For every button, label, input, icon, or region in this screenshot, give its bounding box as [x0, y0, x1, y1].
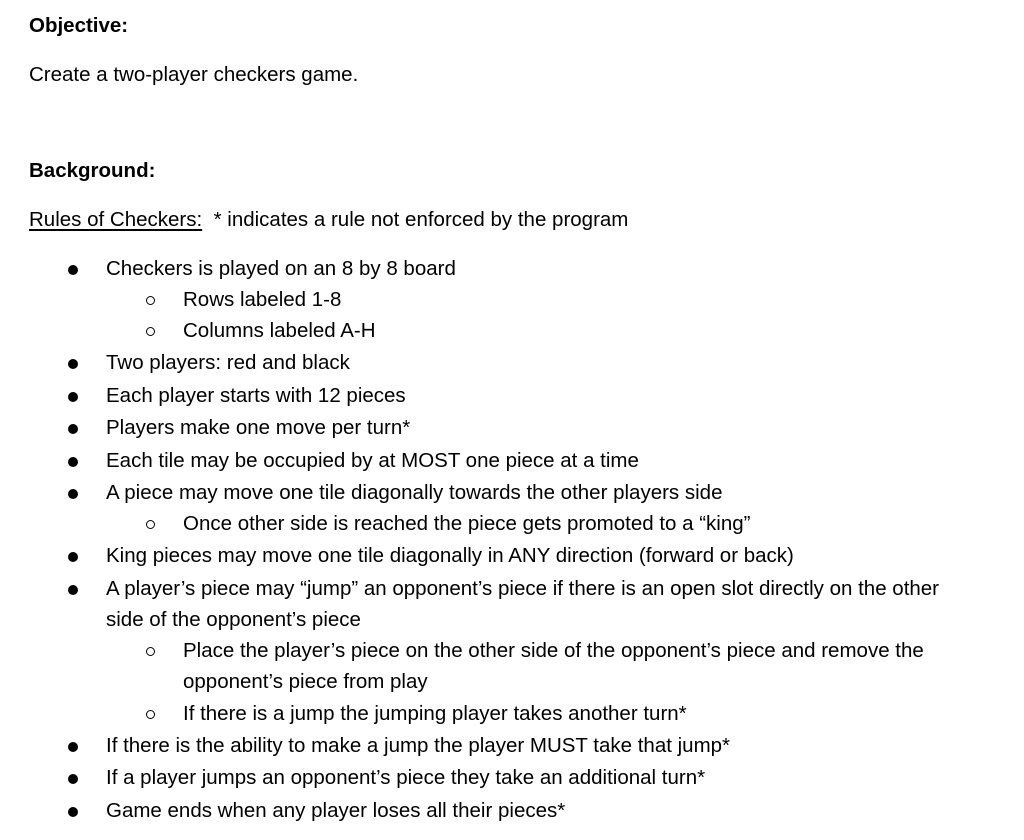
rule-item: A piece may move one tile diagonally towards the other players side [106, 481, 723, 504]
bullet-icon [68, 424, 78, 434]
rule-subitem: Once other side is reached the piece gets promoted to a “king” [183, 512, 751, 535]
rule-subitem: Columns labeled A-H [183, 319, 376, 342]
sub-bullet-icon [146, 647, 155, 656]
rule-item: Two players: red and black [106, 351, 350, 374]
rule-item: Players make one move per turn* [106, 416, 411, 439]
background-heading: Background: [29, 159, 156, 182]
rules-note: * indicates a rule not enforced by the program [213, 208, 629, 231]
rule-item: Each player starts with 12 pieces [106, 384, 406, 407]
rule-item-continuation: side of the opponent’s piece [106, 608, 361, 631]
rule-item: If a player jumps an opponent’s piece they take an additional turn* [106, 766, 706, 789]
sub-bullet-icon [146, 327, 155, 336]
sub-bullet-icon [146, 520, 155, 529]
rules-header [29, 208, 628, 232]
rule-subitem: If there is a jump the jumping player takes another turn* [183, 702, 687, 725]
rule-subitem-continuation: opponent’s piece from play [183, 670, 428, 693]
bullet-icon [68, 392, 78, 402]
bullet-icon [68, 552, 78, 562]
bullet-icon [68, 585, 78, 595]
rules-title: Rules of Checkers: [29, 208, 203, 231]
rule-subitem: Rows labeled 1-8 [183, 288, 342, 311]
rule-subitem: Place the player’s piece on the other side of the opponent’s piece and remove the [183, 639, 924, 662]
sub-bullet-icon [146, 710, 155, 719]
rule-item: A player’s piece may “jump” an opponent’s piece if there is an open slot directly on the other [106, 577, 940, 600]
objective-heading: Objective: [29, 14, 129, 37]
rule-item: Game ends when any player loses all their pieces* [106, 799, 566, 822]
bullet-icon [68, 457, 78, 467]
rule-item: If there is the ability to make a jump the player MUST take that jump* [106, 734, 731, 757]
bullet-icon [68, 489, 78, 499]
rule-item: Each tile may be occupied by at MOST one piece at a time [106, 449, 639, 472]
bullet-icon [68, 742, 78, 752]
rule-item: King pieces may move one tile diagonally in ANY direction (forward or back) [106, 544, 794, 567]
objective-text: Create a two-player checkers game. [29, 63, 359, 86]
bullet-icon [68, 359, 78, 369]
bullet-icon [68, 774, 78, 784]
bullet-icon [68, 807, 78, 817]
sub-bullet-icon [146, 296, 155, 305]
bullet-icon [68, 265, 78, 275]
rule-item: Checkers is played on an 8 by 8 board [106, 257, 456, 280]
